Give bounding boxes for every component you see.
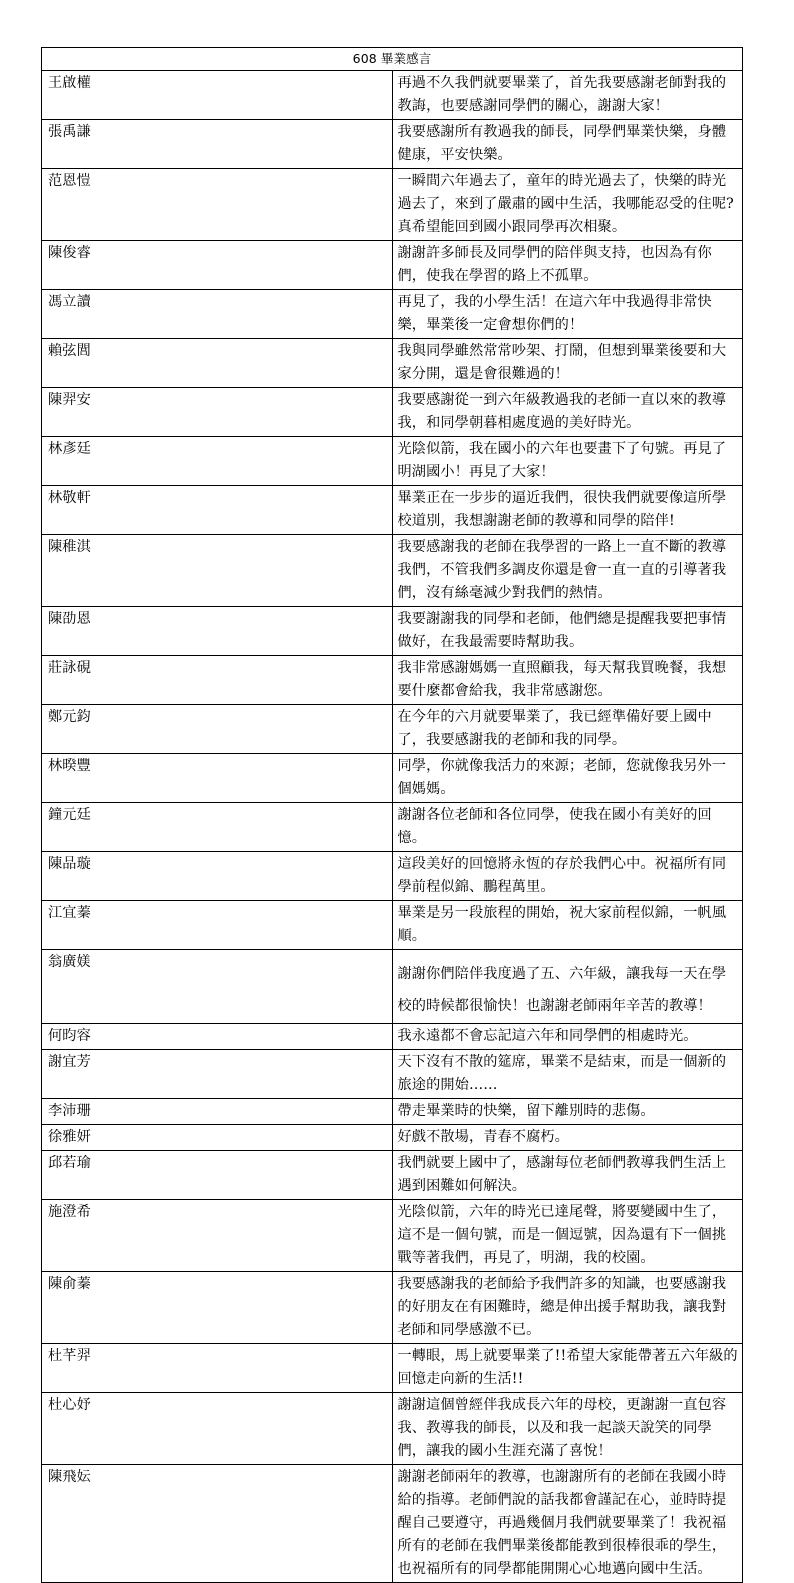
table-row: [42, 241, 743, 290]
table-row: [42, 535, 743, 607]
farewell-message: 好戲不散場，青春不腐朽。: [392, 1125, 743, 1151]
farewell-table: [41, 47, 743, 1583]
student-name: 陳品璇: [42, 852, 393, 901]
farewell-message: 謝謝各位老師和各位同學，使我在國小有美好的回憶。: [392, 803, 743, 852]
farewell-message: 再過不久我們就要畢業了，首先我要感謝老師對我的教誨，也要感謝同學們的關心，謝謝大家！: [392, 71, 743, 120]
farewell-message: 我要感謝所有教過我的師長，同學們畢業快樂，身體健康，平安快樂。: [392, 120, 743, 169]
farewell-message: 我非常感謝媽媽一直照顧我，每天幫我買晚餐，我想要什麼都會給我，我非常感謝您。: [392, 656, 743, 705]
table-row: [42, 1151, 743, 1200]
table-row: [42, 1050, 743, 1099]
student-name: 林暌豐: [42, 754, 393, 803]
table-row: [42, 486, 743, 535]
farewell-message: 謝謝你們陪伴我度過了五、六年級，讓我每一天在學校的時候都很愉快！也謝謝老師兩年辛苦的教導！: [392, 950, 743, 1024]
table-row: [42, 754, 743, 803]
student-name: 翁廣媄: [42, 950, 393, 1024]
table-row: [42, 290, 743, 339]
document-title: 608 畢業感言: [42, 48, 743, 71]
student-name: 陳飛妘: [42, 1465, 393, 1583]
farewell-message: 一轉眼，馬上就要畢業了!!希望大家能帶著五六年級的回憶走向新的生活!!: [392, 1344, 743, 1393]
farewell-message: 同學，你就像我活力的來源；老師，您就像我另外一個媽媽。: [392, 754, 743, 803]
student-name: 陳羿安: [42, 388, 393, 437]
student-name: 陳俊睿: [42, 241, 393, 290]
student-name: 杜心妤: [42, 1393, 393, 1465]
student-name: 杜芊羿: [42, 1344, 393, 1393]
farewell-message: 謝謝許多師長及同學們的陪伴與支持，也因為有你們，使我在學習的路上不孤單。: [392, 241, 743, 290]
table-row: [42, 1099, 743, 1125]
table-row: [42, 1024, 743, 1050]
student-name: 莊詠硯: [42, 656, 393, 705]
table-row: [42, 1393, 743, 1465]
farewell-message: 帶走畢業時的快樂，留下離別時的悲傷。: [392, 1099, 743, 1125]
table-row: [42, 71, 743, 120]
message-rows: [42, 71, 743, 1583]
table-row: [42, 1344, 743, 1393]
student-name: 何昀容: [42, 1024, 393, 1050]
student-name: 陳俞蓁: [42, 1272, 393, 1344]
farewell-message: 我要謝謝我的同學和老師，他們總是提醒我要把事情做好，在我最需要時幫助我。: [392, 607, 743, 656]
table-row: [42, 120, 743, 169]
farewell-message: 我要感謝從一到六年級教過我的老師一直以來的教導我，和同學朝暮相處度過的美好時光。: [392, 388, 743, 437]
student-name: 李沛珊: [42, 1099, 393, 1125]
table-row: [42, 339, 743, 388]
farewell-message: 我要感謝我的老師給予我們許多的知識，也要感謝我的好朋友在有困難時，總是伸出援手幫助我，讓我對老師和同學感激不已。: [392, 1272, 743, 1344]
student-name: 謝宜芳: [42, 1050, 393, 1099]
farewell-message: 謝謝這個曾經伴我成長六年的母校，更謝謝一直包容我、教導我的師長，以及和我一起談天說笑的同學們，讓我的國小生涯充滿了喜悅！: [392, 1393, 743, 1465]
farewell-message: 光陰似箭，六年的時光已達尾聲，將要變國中生了，這不是一個句號，而是一個逗號，因為還有下一個挑戰等著我們，再見了，明湖，我的校園。: [392, 1200, 743, 1272]
farewell-message: 畢業正在一步步的逼近我們，很快我們就要像這所學校道別，我想謝謝老師的教導和同學的陪伴!: [392, 486, 743, 535]
farewell-message: 再見了，我的小學生活！在這六年中我過得非常快樂，畢業後一定會想你們的！: [392, 290, 743, 339]
table-row: [42, 1272, 743, 1344]
table-row: [42, 803, 743, 852]
table-row: [42, 169, 743, 241]
student-name: 陳劭恩: [42, 607, 393, 656]
student-name: 林彥廷: [42, 437, 393, 486]
student-name: 鐘元廷: [42, 803, 393, 852]
student-name: 賴弦閭: [42, 339, 393, 388]
table-row: [42, 607, 743, 656]
table-row: [42, 852, 743, 901]
student-name: 江宜蓁: [42, 901, 393, 950]
table-row: [42, 437, 743, 486]
student-name: 鄭元鈞: [42, 705, 393, 754]
student-name: 徐雅妍: [42, 1125, 393, 1151]
table-row: [42, 901, 743, 950]
student-name: 范恩愷: [42, 169, 393, 241]
farewell-message: 我永遠都不會忘記這六年和同學們的相處時光。: [392, 1024, 743, 1050]
table-row: [42, 1465, 743, 1583]
farewell-message: 天下沒有不散的筵席，畢業不是結束，而是一個新的旅途的開始……: [392, 1050, 743, 1099]
farewell-message: 光陰似箭，我在國小的六年也要畫下了句號。再見了明湖國小！再見了大家！: [392, 437, 743, 486]
farewell-message: 我們就要上國中了，感謝每位老師們教導我們生活上遇到困難如何解決。: [392, 1151, 743, 1200]
table-row: [42, 705, 743, 754]
farewell-message: 一瞬間六年過去了，童年的時光過去了，快樂的時光過去了，來到了嚴肅的國中生活，我哪能忍受的住呢?真希望能回到國小跟同學再次相聚。: [392, 169, 743, 241]
student-name: 邱若瑜: [42, 1151, 393, 1200]
farewell-document: [41, 47, 743, 1583]
student-name: 林敬軒: [42, 486, 393, 535]
farewell-message: 謝謝老師兩年的教導，也謝謝所有的老師在我國小時給的指導。老師們說的話我都會謹記在心，並時時提醒自己要遵守，再過幾個月我們就要畢業了！我祝福所有的老師在我們畢業後都能教到很棒很乖的學生，也祝福所有的同學都能開開心心地邁向國中生活。: [392, 1465, 743, 1583]
farewell-message: 這段美好的回憶將永恆的存於我們心中。祝福所有同學前程似錦、鵬程萬里。: [392, 852, 743, 901]
student-name: 張禹謙: [42, 120, 393, 169]
farewell-message: 我要感謝我的老師在我學習的一路上一直不斷的教導我們，不管我們多調皮你還是會一直一直的引導著我們，沒有絲毫減少對我們的熱情。: [392, 535, 743, 607]
table-row: [42, 1125, 743, 1151]
table-row: [42, 388, 743, 437]
student-name: 陳稚淇: [42, 535, 393, 607]
table-row: [42, 1200, 743, 1272]
student-name: 王啟權: [42, 71, 393, 120]
farewell-message: 畢業是另一段旅程的開始，祝大家前程似錦，一帆風順。: [392, 901, 743, 950]
table-row: [42, 656, 743, 705]
student-name: 施澄希: [42, 1200, 393, 1272]
student-name: 馮立讀: [42, 290, 393, 339]
table-row: [42, 950, 743, 1024]
farewell-message: 在今年的六月就要畢業了，我已經準備好要上國中了，我要感謝我的老師和我的同學。: [392, 705, 743, 754]
farewell-message: 我與同學雖然常常吵架、打鬧，但想到畢業後要和大家分開，還是會很難過的！: [392, 339, 743, 388]
